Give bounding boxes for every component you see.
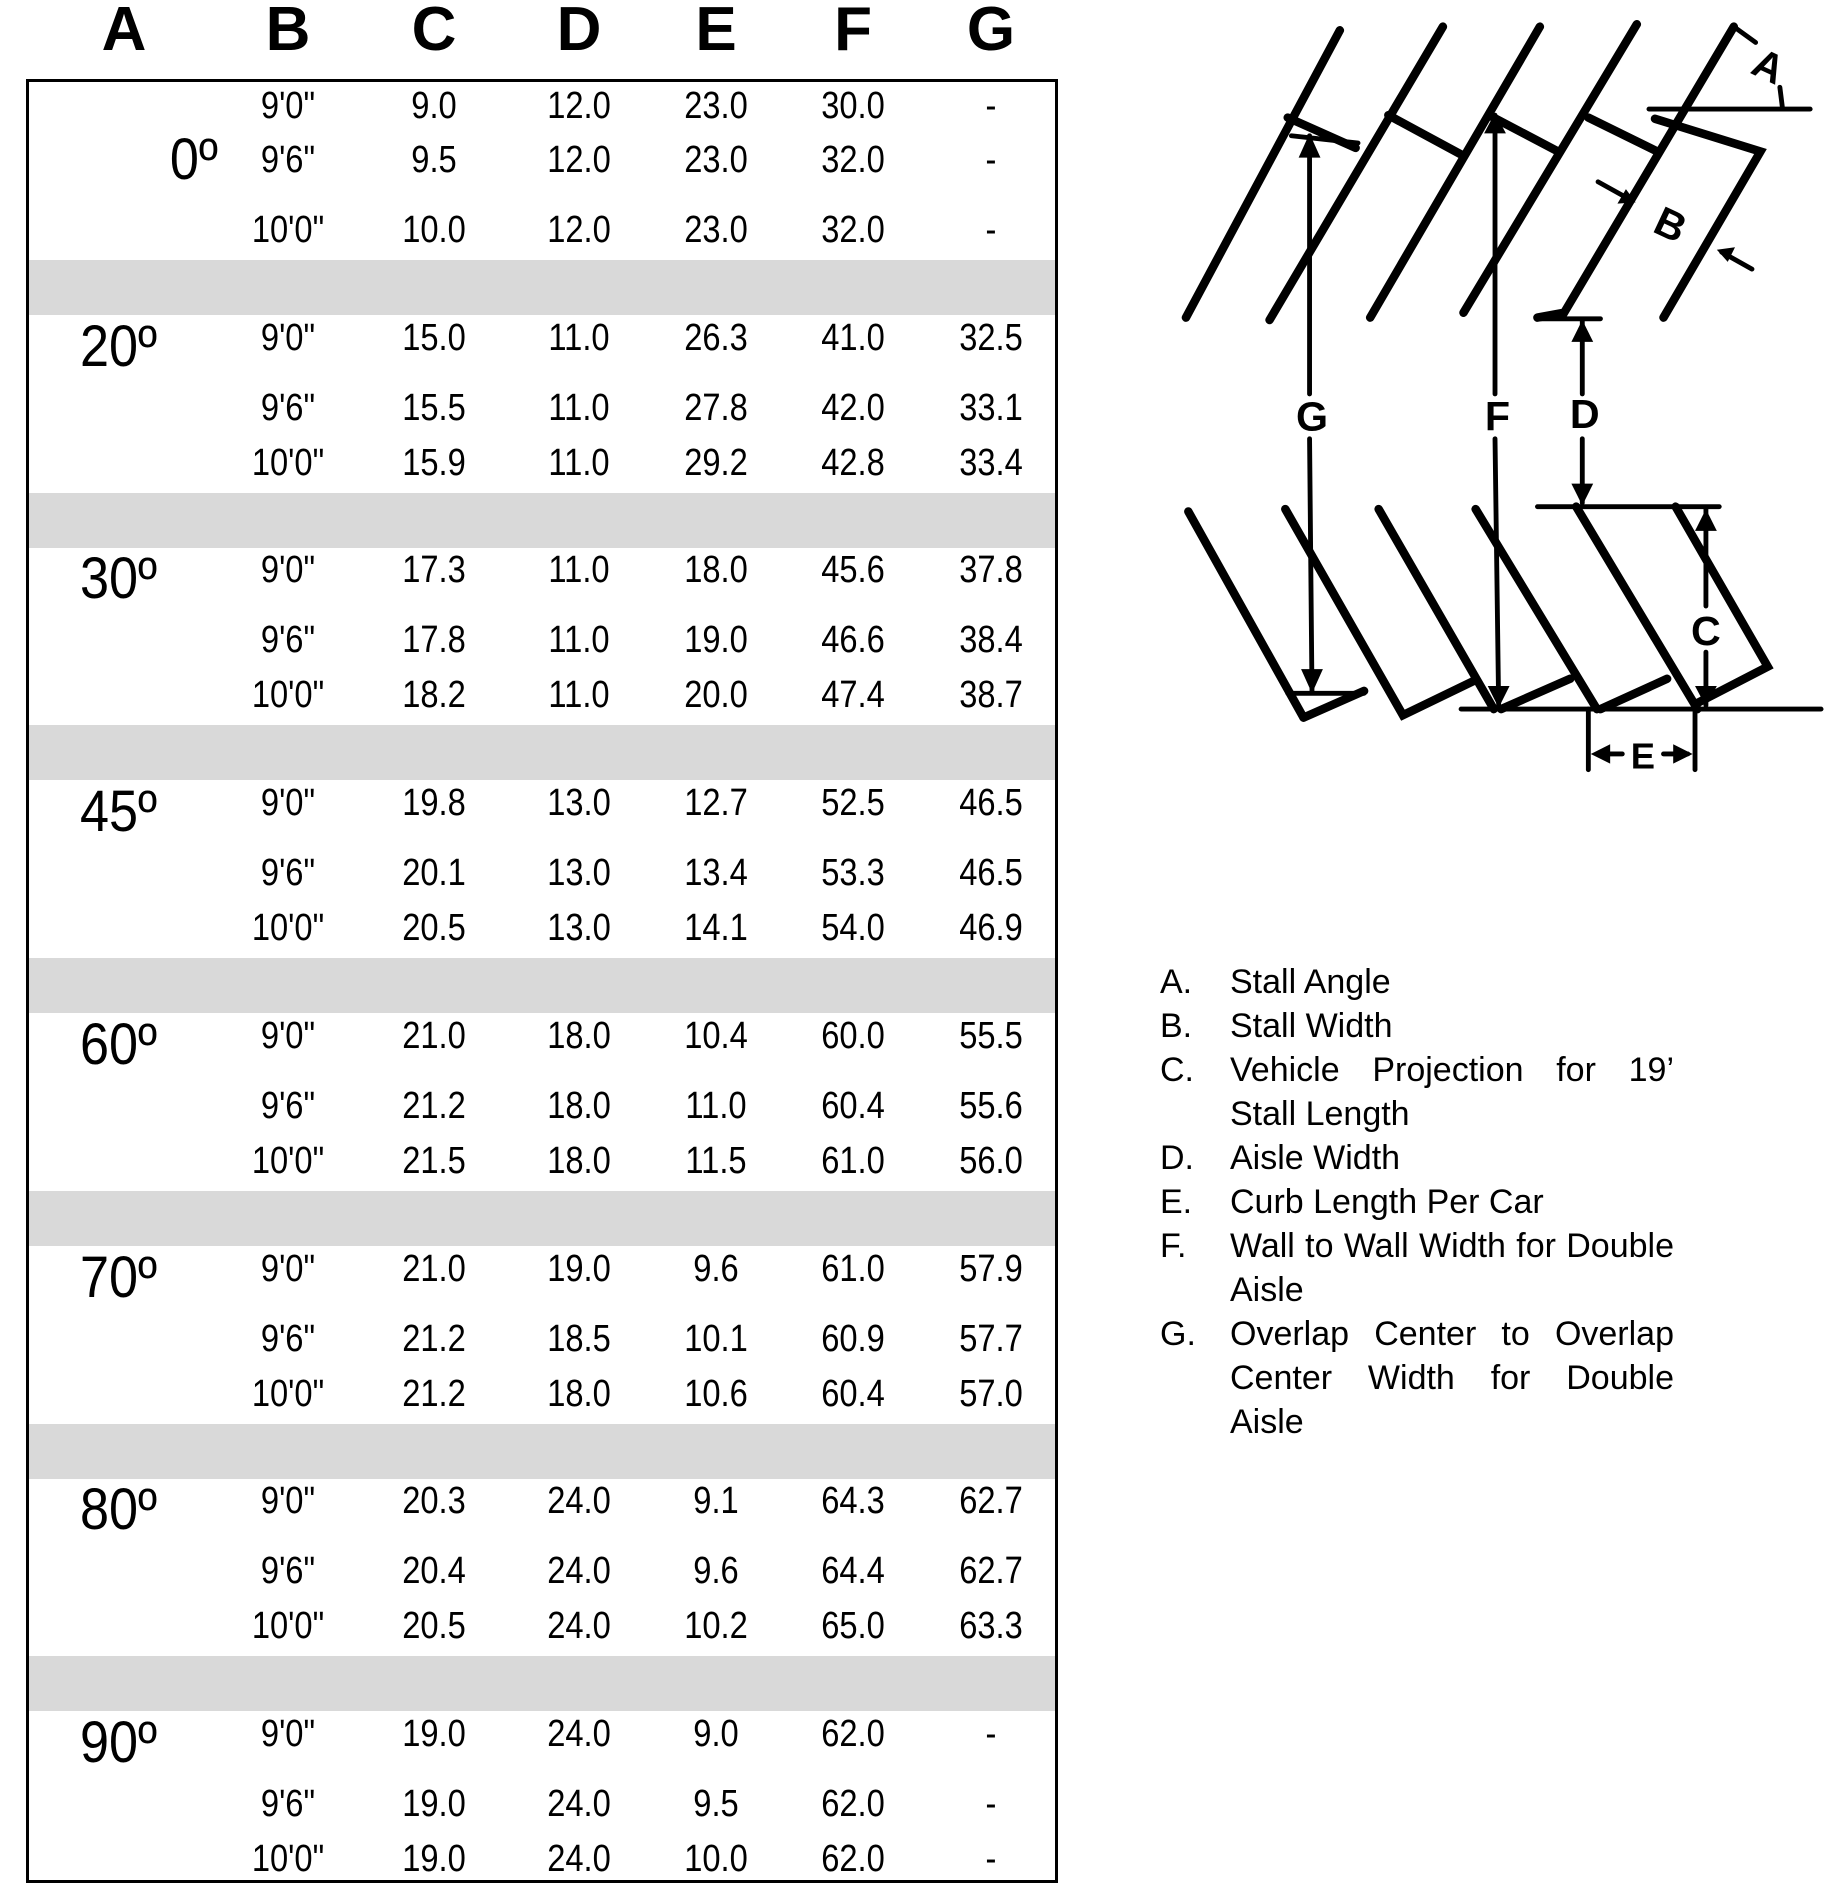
table-cell-e: 9.6 [693, 1550, 739, 1593]
column-header-c: C [411, 0, 457, 64]
table-cell-c: 20.1 [402, 852, 466, 895]
table-cell-g: 32.5 [959, 316, 1023, 359]
table-cell-d: 13.0 [547, 907, 611, 950]
table-cell-f: 32.0 [821, 139, 885, 181]
table-cell-f: 54.0 [821, 907, 885, 950]
table-cell-d: 13.0 [547, 782, 611, 825]
legend-text: Wall to Wall Width for Double Aisle [1230, 1227, 1674, 1309]
table-cell-b: 9'0" [260, 316, 316, 359]
table-cell-b: 9'6" [260, 1550, 316, 1593]
legend-letter: G. [1160, 1315, 1196, 1353]
angle-label: 60º [80, 1011, 158, 1077]
table-cell-b: 9'0" [260, 549, 316, 592]
table-cell-e: 12.7 [684, 782, 748, 825]
table-cell-g: - [985, 1782, 997, 1825]
table-cell-c: 9.5 [411, 139, 457, 181]
legend [1160, 960, 1680, 1444]
diagram-label-g: G [1295, 393, 1329, 440]
table-cell-g: 33.1 [959, 386, 1023, 429]
table-cell-d: 19.0 [547, 1247, 611, 1290]
separator-band [29, 493, 1055, 548]
table-cell-g: 38.7 [959, 674, 1023, 717]
legend-letter: B. [1160, 1007, 1193, 1045]
table-cell-c: 20.4 [402, 1550, 466, 1593]
table-cell-g: 55.6 [959, 1084, 1023, 1127]
table-cell-g: 37.8 [959, 549, 1023, 592]
table-cell-g: 55.5 [959, 1014, 1023, 1057]
separator-band [29, 1191, 1055, 1246]
legend-letter: E. [1160, 1183, 1193, 1221]
table-cell-c: 20.5 [402, 1605, 466, 1648]
table-cell-e: 11.0 [685, 1084, 747, 1127]
diagram-label-b: B [1647, 197, 1694, 252]
table-cell-g: 57.7 [959, 1317, 1023, 1360]
table-cell-f: 52.5 [821, 782, 885, 825]
table-cell-e: 11.5 [685, 1139, 747, 1182]
table-cell-b: 9'6" [260, 619, 316, 662]
diagram-label-d: D [1569, 390, 1600, 437]
table-cell-c: 15.5 [402, 386, 466, 429]
table-cell-c: 21.2 [402, 1317, 466, 1360]
table-cell-g: - [985, 209, 997, 251]
table-cell-b: 10'0" [251, 907, 325, 950]
separator-band [29, 1424, 1055, 1479]
table-cell-c: 10.0 [402, 209, 466, 251]
table-cell-c: 21.2 [402, 1372, 466, 1415]
table-cell-e: 9.1 [693, 1480, 739, 1523]
table-cell-g: 57.9 [959, 1247, 1023, 1290]
table-cell-d: 24.0 [547, 1712, 611, 1755]
table-cell-g: - [985, 139, 997, 181]
legend-text: Overlap Center to Overlap Center Width for Double Aisle [1230, 1315, 1674, 1441]
table-cell-d: 12.0 [547, 139, 611, 181]
angle-label: 30º [80, 546, 158, 612]
table-cell-c: 19.8 [402, 782, 466, 825]
table-cell-d: 11.0 [548, 316, 610, 359]
table-cell-g: 63.3 [959, 1605, 1023, 1648]
table-cell-f: 47.4 [821, 674, 885, 717]
table-cell-f: 45.6 [821, 549, 885, 592]
column-header-d: D [556, 0, 602, 64]
table-cell-f: 60.4 [821, 1084, 885, 1127]
table-cell-f: 62.0 [821, 1837, 885, 1880]
table-cell-f: 32.0 [821, 209, 885, 251]
table-cell-e: 10.0 [684, 1837, 748, 1880]
table-cell-c: 21.0 [402, 1247, 466, 1290]
table-cell-b: 9'0" [260, 1247, 316, 1290]
table-cell-c: 19.0 [402, 1782, 466, 1825]
table-cell-e: 9.0 [693, 1712, 739, 1755]
table-cell-c: 9.0 [411, 85, 457, 127]
diagram-label-a: A [1745, 39, 1792, 94]
table-cell-f: 60.9 [821, 1317, 885, 1360]
table-cell-b: 9'0" [260, 85, 316, 127]
table-cell-d: 24.0 [547, 1782, 611, 1825]
legend-letter: D. [1160, 1139, 1194, 1177]
table-cell-g: 33.4 [959, 441, 1023, 484]
table-cell-d: 13.0 [547, 852, 611, 895]
legend-letter: F. [1160, 1227, 1187, 1265]
column-header-g: G [966, 0, 1016, 64]
table-cell-c: 21.0 [402, 1014, 466, 1057]
table-cell-f: 62.0 [821, 1782, 885, 1825]
table-cell-c: 15.9 [402, 441, 466, 484]
legend-item [1160, 960, 1680, 1004]
table-cell-d: 11.0 [548, 386, 610, 429]
table-cell-b: 10'0" [251, 1372, 325, 1415]
parking-stall-diagram [1164, 0, 1842, 800]
angle-label: 80º [80, 1477, 158, 1543]
angle-label: 0º [169, 127, 218, 192]
table-cell-e: 10.2 [684, 1605, 748, 1648]
column-header-e: E [695, 0, 737, 64]
bottom-stall-lines [1188, 507, 1767, 718]
diagram-label-f: F [1484, 393, 1511, 440]
table-cell-b: 9'0" [260, 1014, 316, 1057]
separator-band [29, 958, 1055, 1013]
legend-text: Vehicle Projection for 19’ Stall Length [1230, 1051, 1674, 1133]
table-cell-g: - [985, 1837, 997, 1880]
table-cell-c: 19.0 [402, 1837, 466, 1880]
angle-label: 90º [80, 1709, 158, 1775]
legend-text: Stall Width [1230, 1007, 1393, 1045]
table-cell-e: 10.1 [684, 1317, 748, 1360]
table-cell-f: 42.8 [821, 441, 885, 484]
table-cell-c: 17.3 [402, 549, 466, 592]
table-cell-b: 9'6" [260, 1317, 316, 1360]
legend-text: Stall Angle [1230, 963, 1391, 1001]
table-cell-b: 10'0" [251, 674, 325, 717]
legend-item [1160, 1180, 1680, 1224]
table-cell-c: 17.8 [402, 619, 466, 662]
table-cell-f: 53.3 [821, 852, 885, 895]
table-cell-e: 20.0 [684, 674, 748, 717]
table-cell-g: 57.0 [959, 1372, 1023, 1415]
legend-item [1160, 1004, 1680, 1048]
table-cell-f: 60.4 [821, 1372, 885, 1415]
table-cell-f: 64.4 [821, 1550, 885, 1593]
table-cell-d: 11.0 [548, 549, 610, 592]
table-cell-b: 10'0" [251, 1837, 325, 1880]
table-cell-b: 9'6" [260, 139, 316, 181]
table-cell-e: 13.4 [684, 852, 748, 895]
table-cell-e: 27.8 [684, 386, 748, 429]
legend-item [1160, 1136, 1680, 1180]
table-cell-d: 11.0 [548, 674, 610, 717]
table-cell-f: 30.0 [821, 85, 885, 127]
table-cell-e: 26.3 [684, 316, 748, 359]
table-cell-c: 21.5 [402, 1139, 466, 1182]
table-cell-b: 10'0" [251, 441, 325, 484]
table-cell-c: 21.2 [402, 1084, 466, 1127]
table-cell-f: 62.0 [821, 1712, 885, 1755]
table-cell-g: 62.7 [959, 1480, 1023, 1523]
table-cell-b: 10'0" [251, 1605, 325, 1648]
table-cell-f: 65.0 [821, 1605, 885, 1648]
table-cell-d: 11.0 [548, 619, 610, 662]
table-cell-e: 14.1 [684, 907, 748, 950]
table-cell-e: 19.0 [684, 619, 748, 662]
table-cell-d: 24.0 [547, 1605, 611, 1648]
table-cell-g: 46.5 [959, 852, 1023, 895]
table-cell-d: 18.5 [547, 1317, 611, 1360]
table-cell-e: 23.0 [684, 209, 748, 251]
table-cell-e: 10.4 [684, 1014, 748, 1057]
table-cell-g: 46.9 [959, 907, 1023, 950]
angle-label: 45º [80, 779, 158, 845]
table-cell-g: 62.7 [959, 1550, 1023, 1593]
table-cell-d: 12.0 [547, 85, 611, 127]
table-cell-b: 10'0" [251, 209, 325, 251]
table-cell-d: 18.0 [547, 1084, 611, 1127]
table-cell-e: 10.6 [684, 1372, 748, 1415]
angle-label: 20º [80, 313, 158, 379]
table-cell-g: - [985, 85, 997, 127]
table-cell-c: 20.3 [402, 1480, 466, 1523]
table-cell-g: 46.5 [959, 782, 1023, 825]
table-cell-g: 38.4 [959, 619, 1023, 662]
column-header-a: A [101, 0, 147, 64]
table-cell-b: 9'0" [260, 1712, 316, 1755]
table-cell-e: 18.0 [684, 549, 748, 592]
parking-dimension-table [26, 79, 1058, 1883]
table-cell-f: 42.0 [821, 386, 885, 429]
legend-letter: A. [1160, 963, 1193, 1001]
legend-text: Aisle Width [1230, 1139, 1401, 1177]
angle-label: 70º [80, 1244, 158, 1310]
legend-text: Curb Length Per Car [1230, 1183, 1544, 1221]
table-cell-f: 61.0 [821, 1247, 885, 1290]
table-cell-g: - [985, 1712, 997, 1755]
table-cell-b: 9'0" [260, 1480, 316, 1523]
table-cell-b: 9'6" [260, 1084, 316, 1127]
table-cell-e: 29.2 [684, 441, 748, 484]
table-cell-d: 24.0 [547, 1480, 611, 1523]
top-stall-lines [1186, 24, 1761, 320]
legend-item [1160, 1312, 1680, 1444]
table-cell-d: 12.0 [547, 209, 611, 251]
table-cell-e: 9.5 [693, 1782, 739, 1825]
table-cell-c: 19.0 [402, 1712, 466, 1755]
table-cell-f: 61.0 [821, 1139, 885, 1182]
table-cell-c: 18.2 [402, 674, 466, 717]
table-cell-c: 15.0 [402, 316, 466, 359]
table-cell-e: 23.0 [684, 139, 748, 181]
diagram-label-e: E [1630, 735, 1656, 777]
diagram-label-c: C [1691, 607, 1721, 654]
table-cell-b: 9'6" [260, 852, 316, 895]
column-header-f: F [834, 0, 872, 64]
legend-letter: C. [1160, 1051, 1194, 1089]
table-cell-b: 10'0" [251, 1139, 325, 1182]
table-cell-d: 11.0 [548, 441, 610, 484]
table-cell-b: 9'6" [260, 386, 316, 429]
table-cell-b: 9'6" [260, 1782, 316, 1825]
legend-item [1160, 1224, 1680, 1312]
table-cell-d: 18.0 [547, 1372, 611, 1415]
table-cell-e: 9.6 [693, 1247, 739, 1290]
table-cell-d: 24.0 [547, 1837, 611, 1880]
table-cell-d: 24.0 [547, 1550, 611, 1593]
table-cell-d: 18.0 [547, 1139, 611, 1182]
table-cell-d: 18.0 [547, 1014, 611, 1057]
table-cell-f: 41.0 [821, 316, 885, 359]
legend-item [1160, 1048, 1680, 1136]
table-cell-b: 9'0" [260, 782, 316, 825]
table-cell-f: 46.6 [821, 619, 885, 662]
table-cell-g: 56.0 [959, 1139, 1023, 1182]
separator-band [29, 1656, 1055, 1711]
separator-band [29, 260, 1055, 315]
table-cell-e: 23.0 [684, 85, 748, 127]
column-header-b: B [265, 0, 311, 64]
separator-band [29, 725, 1055, 780]
table-cell-f: 64.3 [821, 1480, 885, 1523]
table-cell-c: 20.5 [402, 907, 466, 950]
table-cell-f: 60.0 [821, 1014, 885, 1057]
